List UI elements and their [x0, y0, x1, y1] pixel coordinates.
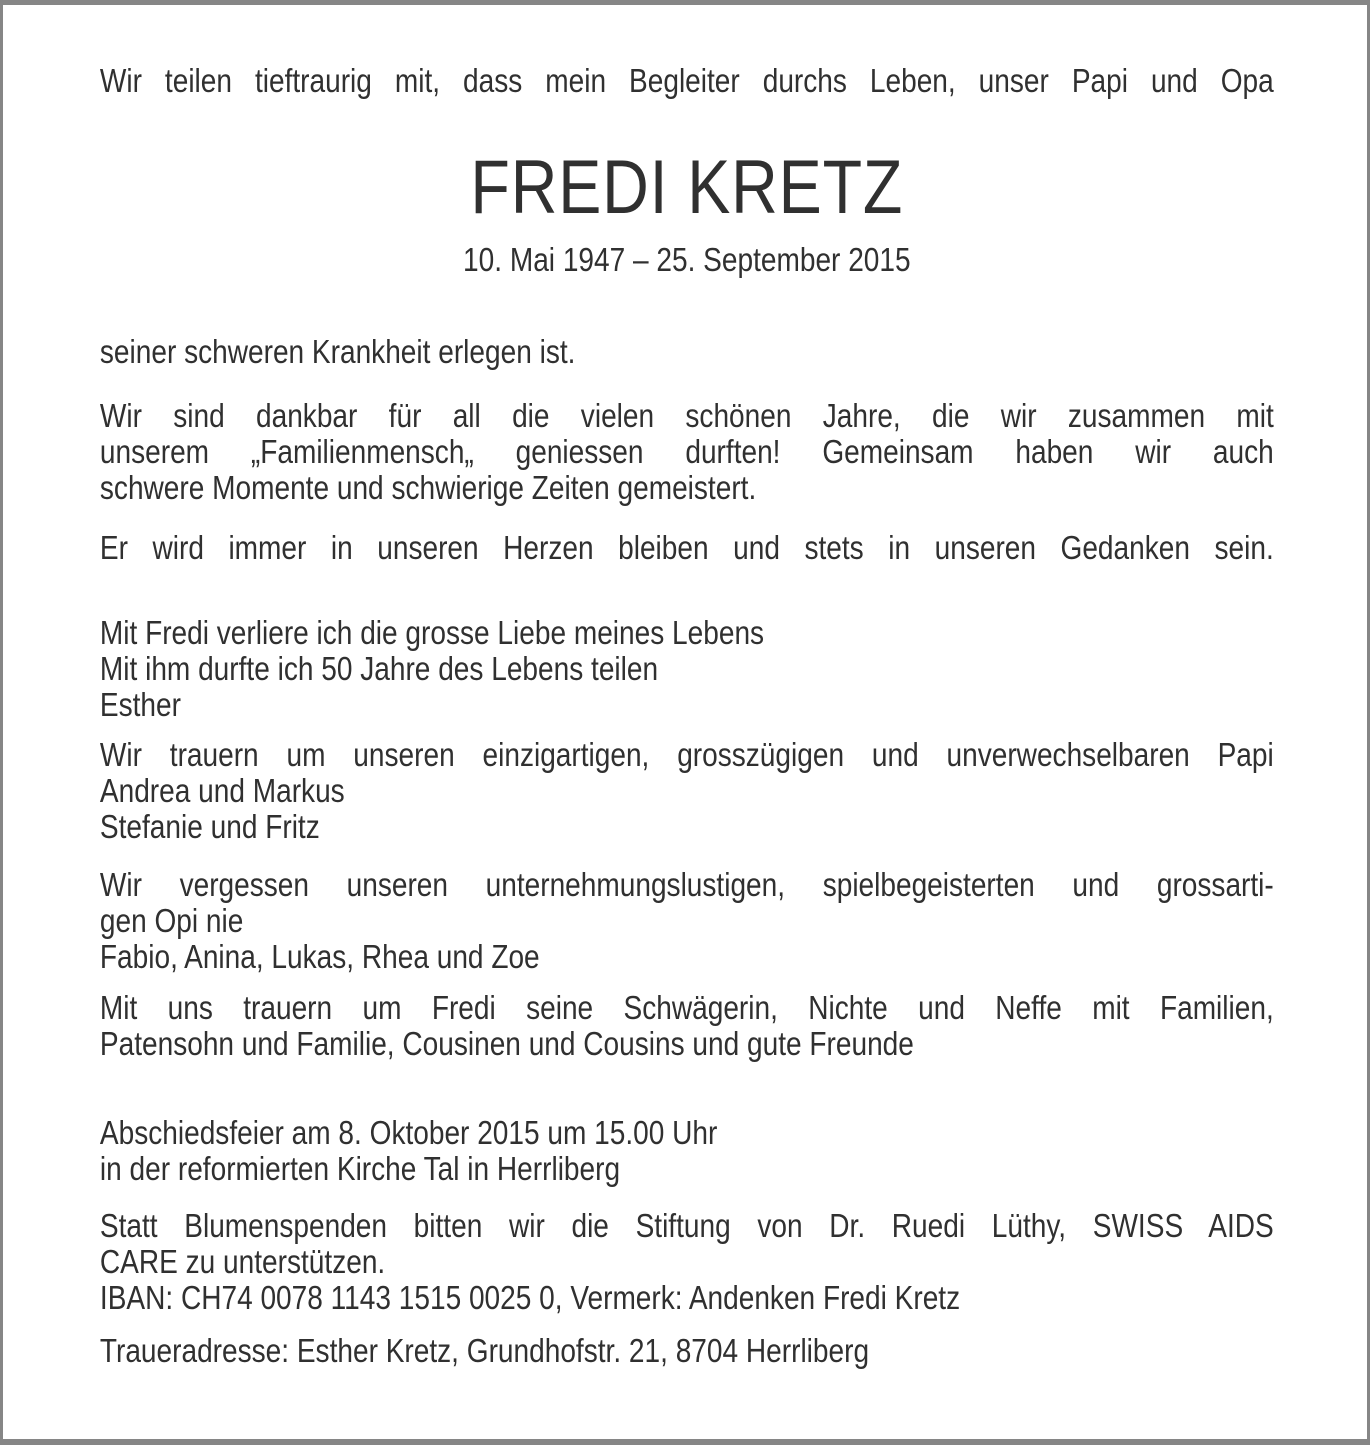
notice-line: Traueradresse: Esther Kretz, Grundhofstr. 21, 8704 Herrliberg [99, 1332, 870, 1369]
notice-line: unserem „Familienmensch„ geniessen durften! Gemeinsam haben wir auch [99, 433, 1274, 470]
notice-line: Andrea und Markus [99, 772, 345, 809]
notice-line: in der reformierten Kirche Tal in Herrliberg [99, 1150, 621, 1187]
farewell-service-info [100, 1115, 1274, 1187]
notice-line: Er wird immer in unseren Herzen bleiben und stets in unseren Gedanken sein. [99, 529, 1274, 566]
notice-line: IBAN: CH74 0078 1143 1515 0025 0, Vermerk: Andenken Fredi Kretz [99, 1279, 961, 1316]
notice-line: Statt Blumenspenden bitten wir die Stiftung von Dr. Ruedi Lüthy, SWISS AIDS [99, 1207, 1274, 1244]
extended-family-tribute [100, 990, 1274, 1062]
remembrance-paragraph [100, 530, 1274, 566]
mourning-address [100, 1333, 1274, 1369]
gratitude-paragraph [100, 398, 1274, 506]
notice-line: Esther [99, 686, 181, 723]
notice-line: Mit ihm durfte ich 50 Jahre des Lebens teilen [99, 650, 659, 687]
grandchildren-tribute [100, 867, 1274, 975]
esther-tribute [100, 615, 1274, 723]
notice-line: schwere Momente und schwierige Zeiten gemeistert. [99, 469, 757, 506]
notice-line: Wir trauern um unseren einzigartigen, grosszügigen und unverwechselbaren Papi [99, 736, 1274, 773]
notice-line: Fabio, Anina, Lukas, Rhea und Zoe [99, 938, 540, 975]
children-tribute [100, 737, 1274, 845]
intro-line: Wir teilen tieftraurig mit, dass mein Begleiter durchs Leben, unser Papi und Opa [99, 62, 1274, 99]
notice-line: gen Opi nie [99, 902, 244, 939]
notice-line: Stefanie und Fritz [99, 808, 320, 845]
cause-paragraph [100, 334, 1274, 370]
notice-line: Mit uns trauern um Fredi seine Schwägerin, Nichte und Neffe mit Familien, [99, 989, 1274, 1026]
notice-line: Patensohn und Familie, Cousinen und Cousins und gute Freunde [99, 1025, 914, 1062]
deceased-name: FREDI KRETZ [470, 145, 904, 230]
donation-info [100, 1208, 1274, 1316]
life-dates: 10. Mai 1947 – 25. September 2015 [463, 241, 911, 278]
notice-line: Mit Fredi verliere ich die grosse Liebe meines Lebens [99, 614, 765, 651]
notice-line: CARE zu unterstützen. [99, 1243, 386, 1280]
notice-content [3, 5, 1367, 1369]
notice-line: Wir vergessen unseren unternehmungslustigen, spielbegeisterten und grossarti- [99, 866, 1274, 903]
notice-line: Abschiedsfeier am 8. Oktober 2015 um 15.00 Uhr [99, 1114, 718, 1151]
notice-line: Wir sind dankbar für all die vielen schönen Jahre, die wir zusammen mit [99, 397, 1274, 434]
notice-line: seiner schweren Krankheit erlegen ist. [99, 333, 576, 370]
